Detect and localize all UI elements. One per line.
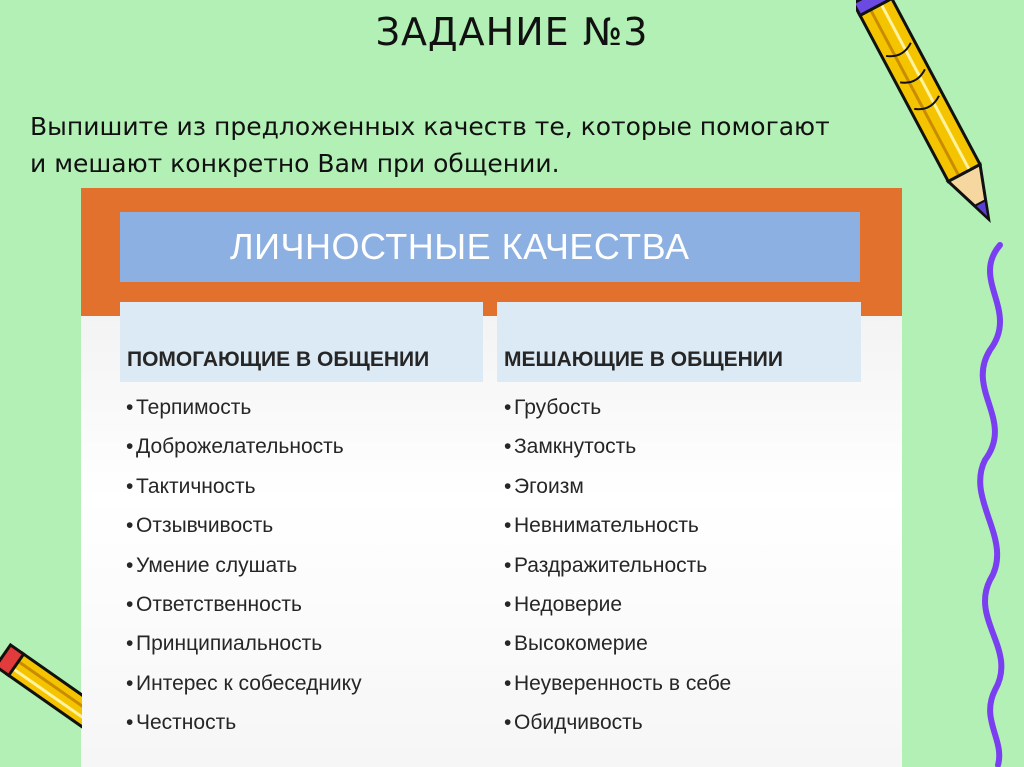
list-item: • Неуверенность в себе	[504, 664, 731, 703]
list-item: • Эгоизм	[504, 467, 731, 506]
list-item: • Невнимательность	[504, 506, 731, 545]
instruction-line-1: Выпишите из предложенных качеств те, которые помогают	[30, 112, 830, 141]
helpful-qualities-list	[126, 388, 362, 743]
table-header: ЛИЧНОСТНЫЕ КАЧЕСТВА	[120, 212, 860, 282]
qualities-table	[81, 188, 902, 767]
instruction-text	[30, 108, 930, 182]
list-item: • Тактичность	[126, 467, 362, 506]
bullet: •	[126, 553, 134, 577]
list-item: • Умение слушать	[126, 546, 362, 585]
hindering-qualities-list	[504, 388, 731, 743]
bullet: •	[504, 396, 512, 419]
list-item: • Ответственность	[126, 585, 362, 624]
list-item: • Обидчивость	[504, 703, 731, 742]
bullet: •	[504, 514, 512, 538]
bullet: •	[126, 711, 134, 735]
list-item: • Недоверие	[504, 585, 731, 624]
list-item: • Интерес к собеседнику	[126, 664, 362, 703]
pencil-icon	[0, 640, 82, 740]
list-item: • Замкнутость	[504, 427, 731, 466]
bullet: •	[504, 632, 512, 656]
list-item: • Раздражительность	[504, 546, 731, 585]
bullet: •	[504, 671, 512, 695]
bullet: •	[126, 514, 134, 538]
bullet: •	[504, 553, 512, 577]
slide-title: ЗАДАНИЕ №3	[375, 10, 649, 54]
bullet: •	[504, 711, 512, 735]
column-heading-hindering: МЕШАЮЩИЕ В ОБЩЕНИИ	[497, 302, 861, 382]
list-item: • Честность	[126, 703, 362, 742]
pencil-icon	[856, 0, 1016, 245]
bullet: •	[504, 474, 512, 498]
wavy-line	[960, 240, 1024, 767]
list-item: • Доброжелательность	[126, 427, 362, 466]
column-heading-helpful: ПОМОГАЮЩИЕ В ОБЩЕНИИ	[120, 302, 483, 382]
list-item: • Грубость	[504, 388, 731, 427]
list-item: • Принципиальность	[126, 624, 362, 663]
bullet: •	[126, 592, 134, 616]
list-item: • Высокомерие	[504, 624, 731, 663]
bullet: •	[126, 632, 134, 656]
list-item: • Терпимость	[126, 388, 362, 427]
bullet: •	[504, 435, 512, 459]
bullet: •	[126, 396, 134, 419]
list-item: • Отзывчивость	[126, 506, 362, 545]
bullet: •	[504, 592, 512, 616]
bullet: •	[126, 671, 134, 695]
bullet: •	[126, 474, 134, 498]
bullet: •	[126, 435, 134, 459]
instruction-line-2: и мешают конкретно Вам при общении.	[30, 149, 560, 178]
